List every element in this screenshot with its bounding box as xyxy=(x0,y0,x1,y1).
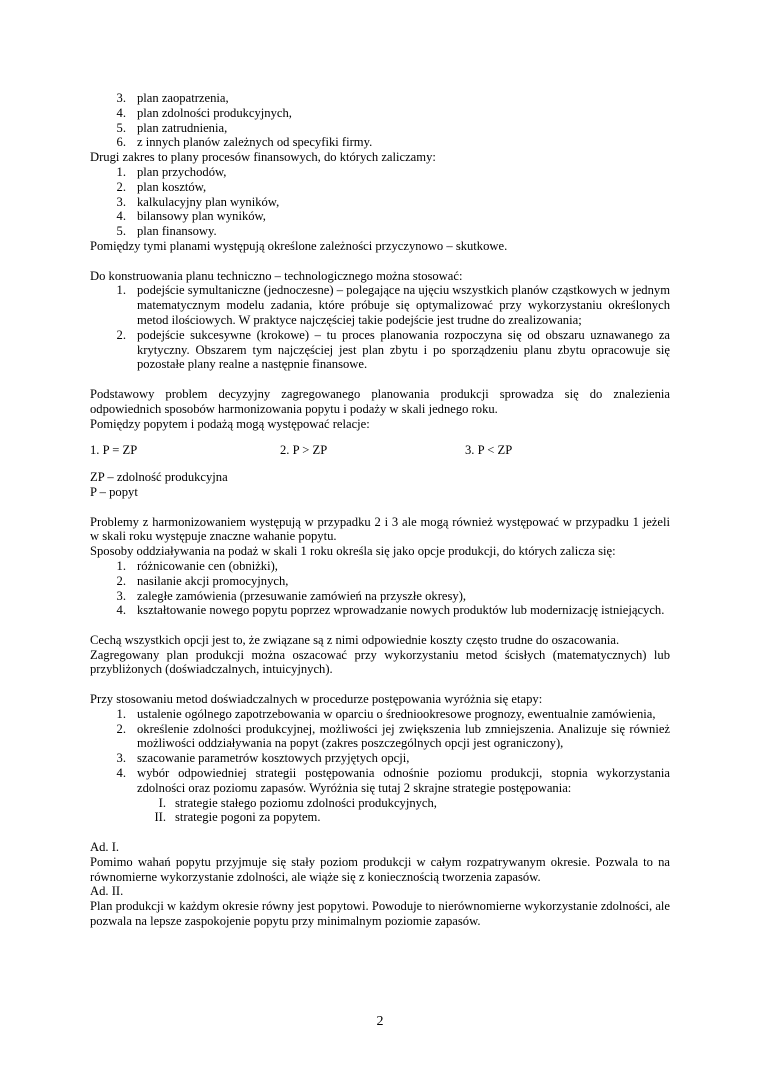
paragraph-relations-intro: Pomiędzy popytem i podażą mogą występować relacje: xyxy=(90,416,370,431)
heading-ad-1: Ad. I. xyxy=(90,840,120,855)
list-strategies xyxy=(90,796,670,826)
page-number: 2 xyxy=(376,1014,384,1029)
list-item: 5. plan finansowy. xyxy=(116,224,217,239)
list-item: 1. plan przychodów, xyxy=(116,164,227,179)
list-item: 3. zaległe zamówienia (przesuwanie zamówień na przyszłe okresy), xyxy=(116,588,467,603)
list-options xyxy=(90,559,670,618)
list-item: 3. szacowanie parametrów kosztowych przyjętych opcji, xyxy=(116,751,410,766)
relation-greater: 2. P > ZP xyxy=(280,443,328,458)
list-item: 6. z innych planów zależnych od specyfiki firmy. xyxy=(116,135,373,150)
paragraph-aggregated: Zagregowany plan produkcji można oszacować przy wykorzystaniu metod ścisłych (matematycznych) lub przybliżonych (doświadczalnych, intuicyjnych). xyxy=(90,647,670,677)
paragraph-ad-2: Plan produkcji w każdym okresie równy jest popytowi. Powoduje to nierównomierne wykorzystanie zdolności, ale pozwala na lepsze zaspokojenie popytu przy minimalnym poziomie zapasów. xyxy=(90,899,670,929)
list-stages xyxy=(90,707,670,796)
list-item: I. strategie stałego poziomu zdolności produkcyjnych, xyxy=(158,795,437,810)
relations-row xyxy=(90,443,670,458)
list-item: 1. ustalenie ogólnego zapotrzebowania w oparciu o średniookresowe prognozy, ewentualnie zamówienia, xyxy=(116,706,656,721)
list-plans-finansowe xyxy=(90,165,670,239)
list-item: 4. kształtowanie nowego popytu poprzez wprowadzanie nowych produktów lub modernizację istniejących. xyxy=(116,603,665,618)
paragraph-stages-intro: Przy stosowaniu metod doświadczalnych w procedurze postępowania wyróżnia się etapy: xyxy=(90,692,543,707)
list-item: 2. nasilanie akcji promocyjnych, xyxy=(116,573,289,588)
relation-equal: 1. P = ZP xyxy=(90,443,138,458)
paragraph-basic-problem: Podstawowy problem decyzyjny zagregowanego planowania produkcji sprowadza się do znalezienia odpowiednich sposobów harmonizowania popytu i podaży w skali jednego roku. xyxy=(90,386,670,416)
paragraph-feature: Cechą wszystkich opcji jest to, że związane są z nimi odpowiednie koszty często trudne do oszacowania. xyxy=(90,632,620,647)
list-item: 1. różnicowanie cen (obniżki), xyxy=(116,558,278,573)
paragraph-options-intro: Sposoby oddziaływania na podaż w skali 1 roku określa się jako opcje produkcji, do których zalicza się: xyxy=(90,544,616,559)
list-item: 3. plan zaopatrzenia, xyxy=(116,91,229,105)
paragraph-second-scope: Drugi zakres to plany procesów finansowych, do których zaliczamy: xyxy=(90,150,436,165)
definition-zp: ZP – zdolność produkcyjna xyxy=(90,470,228,485)
paragraph-ad-1: Pomimo wahań popytu przyjmuje się stały poziom produkcji w całym rozpatrywanym okresie. Pozwala to na równomierne wykorzystanie zdolności, ale wiąże się z koniecznością tworzenia zapasów. xyxy=(90,854,670,884)
list-item: 4. wybór odpowiedniej strategii postępowania odnośnie poziomu produkcji, stopnia wykorzystania zdolności oraz poziomu zapasów. Wyróżnia się tutaj 2 skrajne strategie postępowania: xyxy=(116,766,670,795)
relation-less: 3. P < ZP xyxy=(465,443,513,458)
list-plans-realne xyxy=(90,91,670,150)
list-item: 3. kalkulacyjny plan wyników, xyxy=(116,194,280,209)
paragraph-problems: Problemy z harmonizowaniem występują w przypadku 2 i 3 ale mogą również występować w przypadku 1 jeżeli w skali roku występuje znaczne wahanie popytu. xyxy=(90,514,670,544)
paragraph-dependencies: Pomiędzy tymi planami występują określone zależności przyczynowo – skutkowe. xyxy=(90,238,508,253)
list-item: 2. określenie zdolności produkcyjnej, możliwości jej zwiększenia lub zmniejszenia. Analizuje się również możliwości oddziaływania na popyt (zakres poszczególnych opcji jest ograniczony), xyxy=(116,721,670,751)
definition-p: P – popyt xyxy=(90,484,138,499)
heading-ad-2: Ad. II. xyxy=(90,884,124,899)
list-approaches xyxy=(90,283,670,372)
list-item: 4. bilansowy plan wyników, xyxy=(116,209,266,224)
paragraph-tech-intro: Do konstruowania planu techniczno – technologicznego można stosować: xyxy=(90,268,463,283)
list-item: 5. plan zatrudnienia, xyxy=(116,120,228,135)
list-item: 1. podejście symultaniczne (jednoczesne) – polegające na ujęciu wszystkich planów cząstkowych w jednym matematycznym modelu zadania, które próbuje się optymalizować przy wykorzystaniu określonych metod ilościowych. W praktyce najczęściej takie podejście jest trudne do zrealizowania; xyxy=(116,283,670,327)
list-item: 4. plan zdolności produkcyjnych, xyxy=(116,105,292,120)
list-item: 2. plan kosztów, xyxy=(116,179,207,194)
list-item: II. strategie pogoni za popytem. xyxy=(154,810,321,825)
list-item: 2. podejście sukcesywne (krokowe) – tu proces planowania rozpoczyna się od obszaru uznawanego za krytyczny. Obszarem tym najczęściej jest plan zbytu i po sporządzeniu planu zbytu opracowuje się pozostałe plany realne a następnie finansowe. xyxy=(116,327,670,372)
page-text xyxy=(90,91,670,929)
